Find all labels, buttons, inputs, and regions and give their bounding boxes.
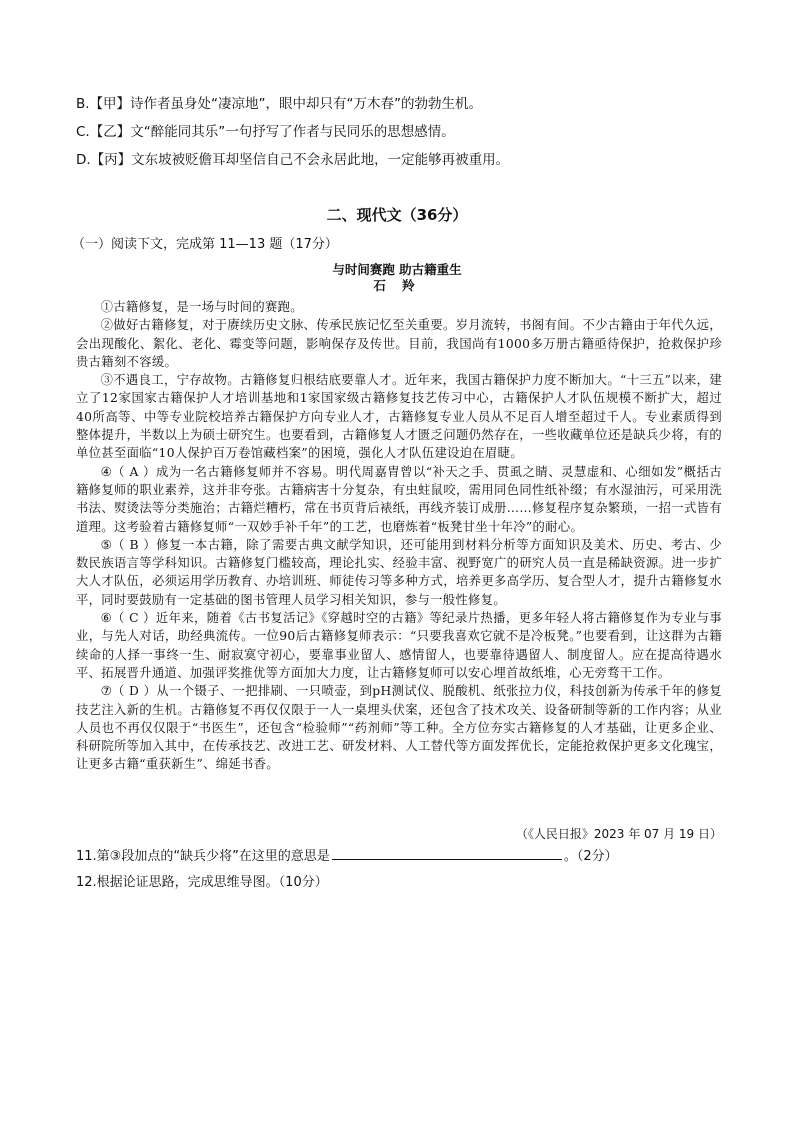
article-title: 与时间赛跑 助古籍重生 <box>332 262 462 277</box>
article-paragraph: ⑤（ B ）修复一本古籍，除了需要古典文献学知识，还可能用到材料分析等方面知识及美术、历史、考古、少数民族语言等学科知识。古籍修复门槛较高，理论扎实、经验丰富、视野宽广的研究人员一直是稀缺资源。进一步扩大人才队伍，必须运用学历教育、办培训班、师徒传习等多种方式，培养更多高学历、复合型人才，提升古籍修复水平，同时要鼓励有一定基础的图书管理人员学习相关知识，参与一般性修复。 <box>76 537 722 607</box>
article-paragraph: ⑥（ C ）近年来，随着《古书复活记》《穿越时空的古籍》等纪录片热播，更多年轻人将古籍修复作为专业与事业，与先人对话，助经典流传。一位90后古籍修复师表示：“只要我喜欢它就不是冷板凳。”也要看到，让这群为古籍续命的人择一事终一生、耐寂寞守初心，要靠事业留人、感情留人，也要靠待遇留人、制度留人。应在提高待遇水平、拓展晋升通道、加强评奖推优等方面加大力度，让古籍修复师可以安心埋首故纸堆，心无旁骛干工作。 <box>76 611 722 680</box>
question-12: 12.根据论证思路，完成思维导图。（10分） <box>76 875 328 890</box>
question-11-score: 。（2分） <box>563 849 618 864</box>
article-paragraph: ②做好古籍修复，对于赓续历史文脉、传承民族记忆至关重要。岁月流转，书阁有间。不少古籍由于年代久远，会出现酸化、絮化、老化、霉变等问题，影响保存及传世。目前，我国尚有1000多万册古籍亟待保护，抢救保护珍贵古籍刻不容缓。 <box>76 318 722 369</box>
article-body <box>76 298 722 774</box>
article-paragraph: ①古籍修复，是一场与时间的赛跑。 <box>100 300 303 314</box>
question-11-text: 11.第③段加点的“缺兵少将”在这里的意思是 <box>76 849 330 864</box>
question-11 <box>76 845 618 867</box>
answer-blank[interactable] <box>332 845 562 860</box>
article-author: 石 羚 <box>373 278 421 293</box>
article-source: （《人民日报》2023 年 07 月 19 日） <box>515 827 722 841</box>
option-b: B.【甲】诗作者虽身处“凄凉地”，眼中却只有“万木春”的勃勃生机。 <box>76 96 483 112</box>
option-d: D.【丙】文东坡被贬儋耳却坚信自己不会永居此地，一定能够再被重用。 <box>76 152 510 168</box>
section-title: 二、现代文（36分） <box>326 206 468 224</box>
article-paragraph: ④（ A ）成为一名古籍修复师并不容易。明代周嘉胄曾以“补天之手、贯虱之睛、灵慧虚和、心细如发”概括古籍修复师的职业素养，这并非夸张。古籍病害十分复杂，有虫蛀鼠咬，需用同色同性纸补缀；有水湿油污，可采用洗书法、熨烫法等分类施治；古籍烂糟朽，常在书页背后裱纸，再线齐装订成册……修复程序复杂繁琐，一招一式皆有道理。这考验着古籍修复师“一双妙手补千年”的工艺，也磨炼着“板凳甘坐十年冷”的耐心。 <box>76 464 722 534</box>
article-paragraph: ③不遇良工，宁存故物。古籍修复归根结底要靠人才。近年来，我国古籍保护力度不断加大。“十三五”以来，建立了12家国家古籍保护人才培训基地和1家国家级古籍修复技艺传习中心，古籍保护人才队伍规模不断扩大，超过40所高等、中等专业院校培养古籍保护方向专业人才，古籍修复专业人员从不足百人增至超过千人。专业素质得到整体提升，半数以上为硕士研究生。也要看到，古籍修复人才匮乏问题仍然存在，一些收藏单位还是缺兵少将，有的单位甚至面临“10人保护百万卷馆藏档案”的困境，强化人才队伍建设迫在眉睫。 <box>76 373 722 461</box>
article-paragraph: ⑦（ D ）从一个镊子、一把排刷、一只喷壶，到pH测试仪、脱酸机、纸张拉力仪，科技创新为传承千年的修复技艺注入新的生机。古籍修复不再仅仅限于一人一桌埋头伏案，还包含了技术攻关、设备研制等新的工作内容；从业人员也不再仅仅限于“书医生”，还包含“检验师”“药剂师”等工种。全方位夯实古籍修复的人才基础，让更多企业、科研院所等加入其中，在传承技艺、改进工艺、研发材料、人工替代等方面发挥优长，定能抢救保护更多文化瑰宝，让更多古籍“重获新生”、绵延书香。 <box>76 684 722 772</box>
section-subtitle: （一）阅读下文，完成第 11—13 题（17分） <box>72 237 338 252</box>
option-c: C.【乙】文“醉能同其乐”一句抒写了作者与民同乐的思想感情。 <box>76 124 455 140</box>
